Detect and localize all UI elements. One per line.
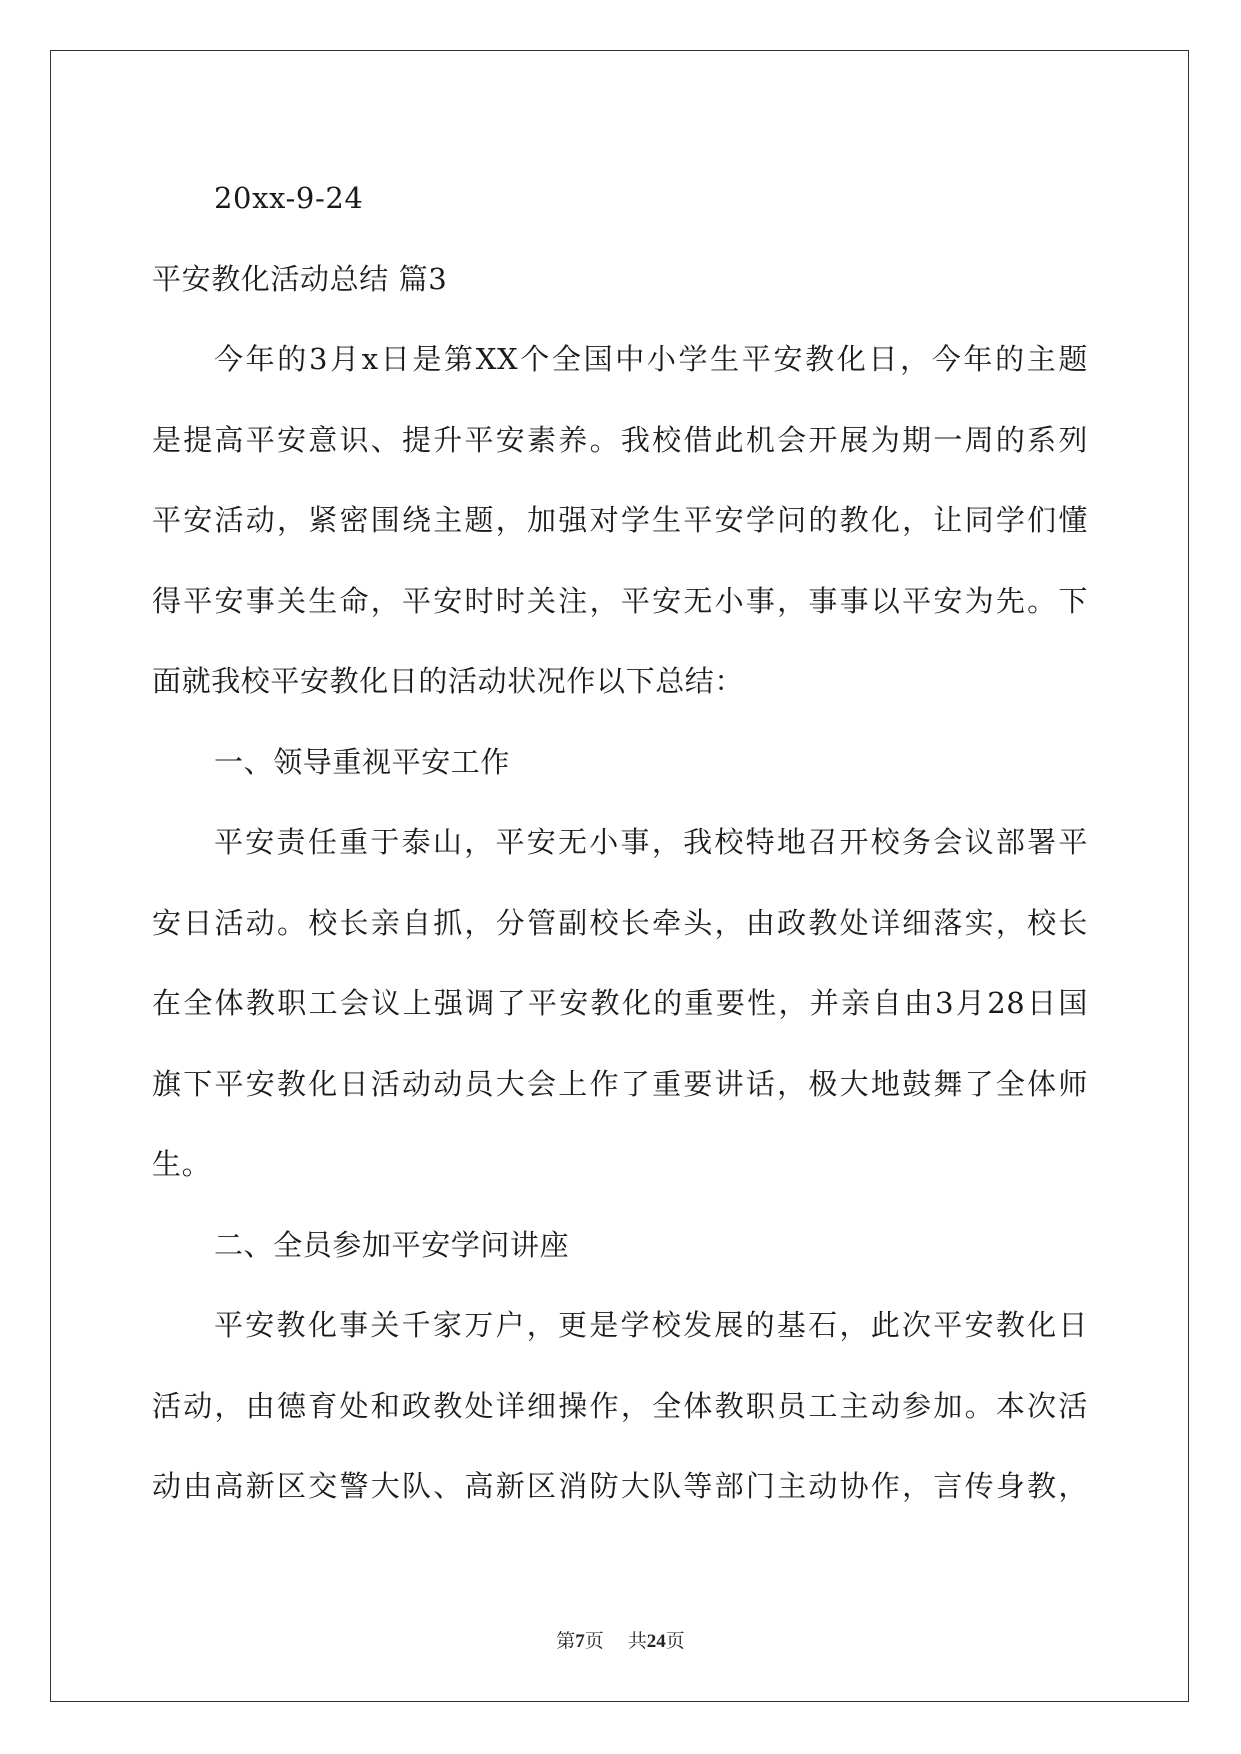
- body-line: 得平安事关生命，平安时时关注，平安无小事，事事以平安为先。下: [152, 583, 1088, 618]
- body-line: 二、全员参加平安学问讲座: [214, 1227, 570, 1262]
- body-line: 面就我校平安教化日的活动状况作以下总结：: [152, 664, 745, 698]
- footer-total-suffix: 页: [665, 1631, 685, 1652]
- body-line: 生。: [152, 1147, 212, 1181]
- footer-page-number: 7: [575, 1631, 585, 1652]
- body-line: 动由高新区交警大队、高新区消防大队等部门主动协作，言传身教，: [152, 1469, 1088, 1503]
- body-line: 是提高平安意识、提升平安素养。我校借此机会开展为期一周的系列: [152, 422, 1088, 457]
- body-line: 活动，由德育处和政教处详细操作，全体教职员工主动参加。本次活: [152, 1388, 1088, 1423]
- document-body: [152, 158, 1088, 1527]
- body-line: 平安责任重于泰山，平安无小事，我校特地召开校务会议部署平: [214, 825, 1088, 859]
- body-line: 平安教化活动总结 篇3: [152, 261, 448, 296]
- body-line: 在全体教职工会议上强调了平安教化的重要性，并亲自由3月28日国: [152, 986, 1088, 1020]
- body-line: 平安教化事关千家万户，更是学校发展的基石，此次平安教化日: [214, 1308, 1088, 1342]
- footer-page-prefix: 第: [556, 1631, 576, 1652]
- body-line: 旗下平安教化日活动动员大会上作了重要讲话，极大地鼓舞了全体师: [152, 1066, 1088, 1101]
- body-line: 今年的3月x日是第XX个全国中小学生平安教化日，今年的主题: [214, 342, 1088, 376]
- footer-total-pages: 24: [646, 1631, 666, 1652]
- footer-total-prefix: 共: [627, 1631, 647, 1652]
- footer-page-suffix: 页: [584, 1631, 604, 1652]
- body-line: 平安活动，紧密围绕主题，加强对学生平安学问的教化，让同学们懂: [152, 503, 1088, 537]
- body-line: 20xx-9-24: [214, 181, 364, 215]
- body-line: 一、领导重视平安工作: [214, 744, 511, 779]
- body-line: 安日活动。校长亲自抓，分管副校长牵头，由政教处详细落实，校长: [152, 905, 1088, 940]
- page-footer: [0, 1626, 1241, 1653]
